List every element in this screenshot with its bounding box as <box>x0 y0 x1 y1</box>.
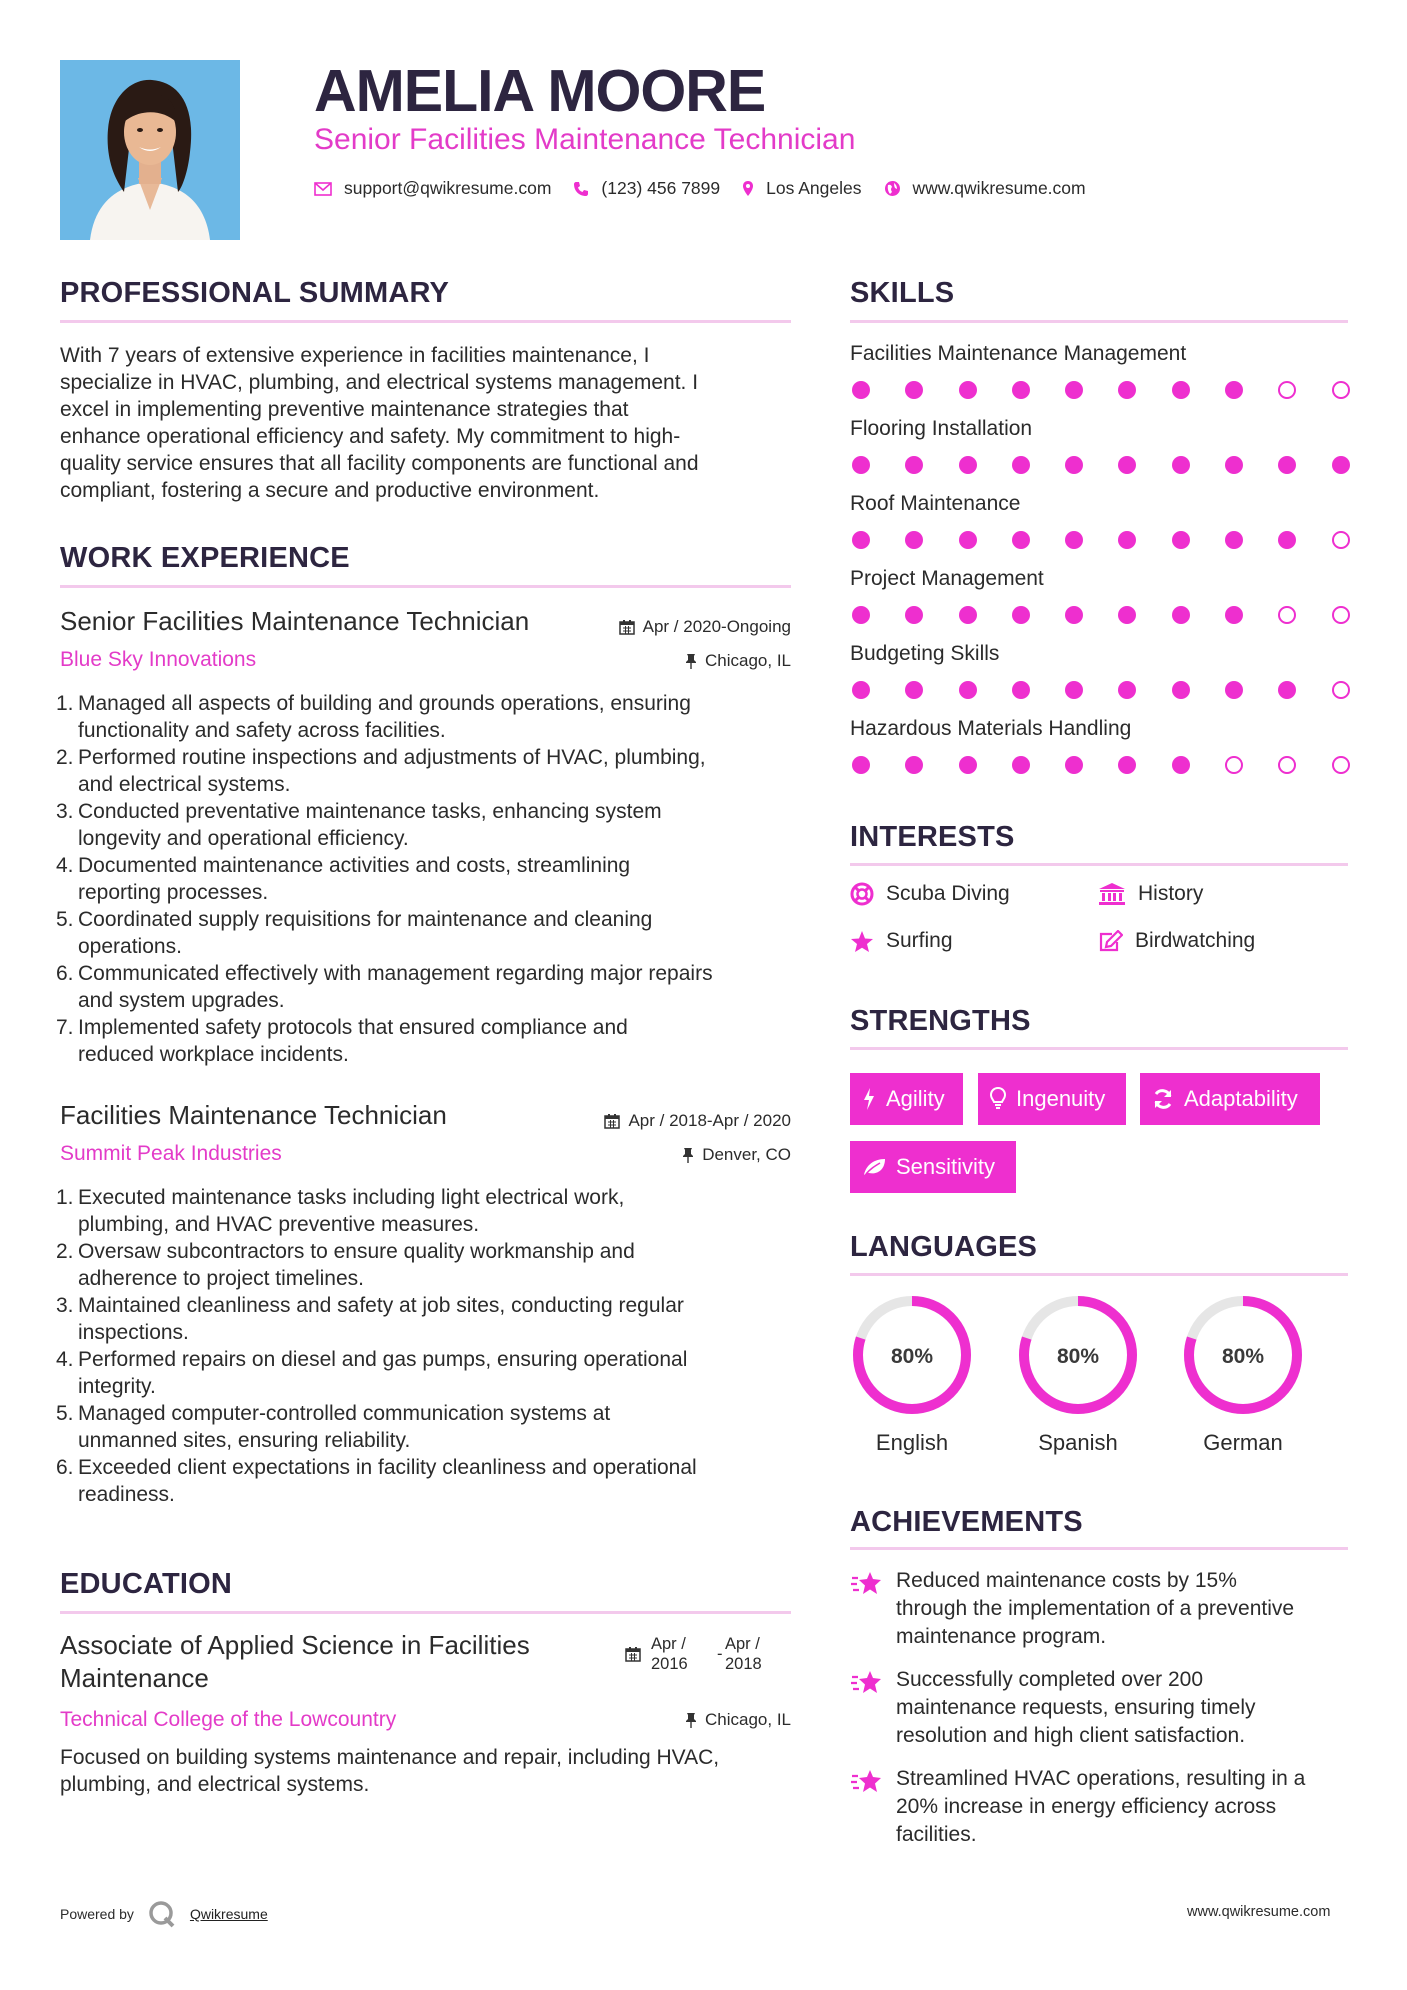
summary-line: With 7 years of extensive experience in facilities maintenance, I <box>60 344 650 367</box>
rating-dot-filled <box>1012 381 1030 399</box>
rating-dot-filled <box>852 456 870 474</box>
footer-url[interactable]: www.qwikresume.com <box>1187 1904 1331 1920</box>
strength-badge <box>850 1141 1016 1193</box>
rating-dot-filled <box>1225 381 1243 399</box>
rating-dot-empty <box>1225 756 1243 774</box>
strength-badge <box>1140 1073 1320 1125</box>
rating-dot-filled <box>852 756 870 774</box>
profile-photo <box>60 60 240 240</box>
rating-dot-filled <box>905 381 923 399</box>
list-item: 1. Executed maintenance tasks including light electrical work, plumbing, and HVAC preventive measures. <box>60 1184 800 1238</box>
rating-dot-empty <box>1332 606 1350 624</box>
language-percent: 80% <box>1056 1345 1100 1368</box>
skill-name: Roof Maintenance <box>850 492 1021 515</box>
company-name: Blue Sky Innovations <box>60 648 257 671</box>
rating-dot-filled <box>1225 456 1243 474</box>
skill-name: Facilities Maintenance Management <box>850 342 1187 365</box>
brand-link[interactable]: Qwikresume <box>189 1906 268 1922</box>
skills-heading: SKILLS <box>850 277 955 309</box>
job-dates-text: Apr / 2018-Apr / 2020 <box>628 1111 791 1130</box>
date-line: 2018 <box>725 1655 762 1673</box>
star-icon <box>850 930 874 953</box>
rating-dot-filled <box>905 606 923 624</box>
list-line: Coordinated supply requisitions for maintenance and cleaning <box>78 908 653 931</box>
achievement-item <box>850 1567 1356 1651</box>
rating-dot-empty <box>1278 381 1296 399</box>
list-line: unmanned sites, ensuring reliability. <box>78 1429 411 1452</box>
rating-dot-filled <box>1278 456 1296 474</box>
rating-dot-filled <box>905 531 923 549</box>
achievement-line: Successfully completed over 200 <box>896 1668 1203 1691</box>
duty-list <box>56 1184 800 1508</box>
summary-line: specialize in HVAC, plumbing, and electrical systems management. I <box>60 371 699 394</box>
bank-icon <box>1098 882 1126 906</box>
rating-dot-filled <box>959 681 977 699</box>
rating-dot-filled <box>1118 606 1136 624</box>
list-line: functionality and safety across facilities. <box>78 719 446 742</box>
contact-location <box>742 178 861 199</box>
job-dates <box>604 1111 791 1131</box>
section-divider <box>60 1611 791 1614</box>
rating-dot-filled <box>1012 606 1030 624</box>
rating-dot-empty <box>1332 681 1350 699</box>
contact-bar <box>314 178 1108 199</box>
skill-rating <box>852 756 1385 774</box>
skill-rating <box>852 681 1385 699</box>
email-text: support@qwikresume.com <box>344 178 552 198</box>
list-line: adherence to project timelines. <box>78 1267 364 1290</box>
achievement-item <box>850 1666 1356 1750</box>
skill-rating <box>852 531 1385 549</box>
interest-label: Scuba Diving <box>886 882 1010 905</box>
skill-rating <box>852 606 1385 624</box>
list-item: 6. Exceeded client expectations in facility cleanliness and operational readiness. <box>60 1454 800 1508</box>
duty-list <box>56 690 800 1068</box>
school-location <box>685 1710 791 1730</box>
edit-icon <box>1098 930 1123 953</box>
contact-email[interactable] <box>314 178 551 199</box>
language-ring <box>1181 1293 1305 1417</box>
rating-dot-filled <box>1118 381 1136 399</box>
rating-dot-filled <box>1012 681 1030 699</box>
job-location <box>682 1145 791 1165</box>
rating-dot-filled <box>1225 531 1243 549</box>
experience-heading: WORK EXPERIENCE <box>60 542 350 574</box>
summary-line: excel in implementing preventive maintenance strategies that <box>60 398 629 421</box>
summary-line: quality service ensures that all facility components are functional and <box>60 452 699 475</box>
list-line: and electrical systems. <box>78 773 291 796</box>
calendar-icon <box>625 1646 641 1662</box>
achievement-text <box>896 1567 1356 1651</box>
language-ring <box>850 1293 974 1417</box>
skill-rating <box>852 456 1385 474</box>
achievement-line: 20% increase in energy efficiency across <box>896 1795 1277 1818</box>
envelope-icon <box>314 182 332 196</box>
languages-heading: LANGUAGES <box>850 1231 1038 1263</box>
star-burst-icon <box>850 1767 884 1797</box>
strength-label: Adaptability <box>1184 1086 1298 1111</box>
rating-dot-filled <box>1225 606 1243 624</box>
rating-dot-filled <box>959 456 977 474</box>
phone-text: (123) 456 7899 <box>601 178 721 198</box>
list-line: Managed computer-controlled communication systems at <box>78 1402 611 1425</box>
list-line: Documented maintenance activities and costs, streamlining <box>78 854 631 877</box>
calendar-icon <box>604 1113 620 1129</box>
list-line: Managed all aspects of building and grounds operations, ensuring <box>78 692 691 715</box>
rating-dot-filled <box>1065 531 1083 549</box>
skill-name: Flooring Installation <box>850 417 1033 440</box>
achievement-line: maintenance program. <box>896 1625 1107 1648</box>
life-ring-icon <box>850 882 874 906</box>
strength-badge <box>978 1073 1126 1125</box>
language-name: German <box>1203 1430 1283 1455</box>
list-line: and system upgrades. <box>78 989 285 1012</box>
rating-dot-filled <box>852 681 870 699</box>
list-line: reduced workplace incidents. <box>78 1043 349 1066</box>
interest-label: Surfing <box>886 929 953 952</box>
list-item: 3. Maintained cleanliness and safety at job sites, conducting regular inspections. <box>60 1292 800 1346</box>
rating-dot-filled <box>959 756 977 774</box>
rating-dot-filled <box>1172 681 1190 699</box>
rating-dot-empty <box>1332 756 1350 774</box>
rating-dot-filled <box>1172 756 1190 774</box>
list-item: 2. Oversaw subcontractors to ensure quality workmanship and adherence to project timelines. <box>60 1238 800 1292</box>
rating-dot-filled <box>852 531 870 549</box>
strengths-heading: STRENGTHS <box>850 1005 1031 1037</box>
list-line: Implemented safety protocols that ensured compliance and <box>78 1016 628 1039</box>
company-name: Summit Peak Industries <box>60 1142 282 1165</box>
section-divider <box>850 1047 1348 1050</box>
rating-dot-filled <box>1065 381 1083 399</box>
interest-item <box>850 882 1010 906</box>
pushpin-icon <box>685 653 697 669</box>
section-divider <box>60 320 791 323</box>
rating-dot-filled <box>1118 756 1136 774</box>
list-line: Conducted preventative maintenance tasks, enhancing system <box>78 800 662 823</box>
candidate-title: Senior Facilities Maintenance Technician <box>314 123 856 156</box>
bolt-icon <box>862 1087 876 1111</box>
globe-icon <box>884 180 901 197</box>
refresh-icon <box>1152 1088 1174 1110</box>
rating-dot-filled <box>1012 756 1030 774</box>
rating-dot-filled <box>1118 456 1136 474</box>
powered-by-text: Powered by <box>60 1906 134 1922</box>
rating-dot-empty <box>1278 756 1296 774</box>
achievement-text <box>896 1666 1356 1750</box>
interest-item <box>1098 882 1203 906</box>
job-location <box>685 651 791 671</box>
rating-dot-filled <box>1118 531 1136 549</box>
rating-dot-filled <box>959 531 977 549</box>
rating-dot-filled <box>852 606 870 624</box>
list-line: Exceeded client expectations in facility cleanliness and operational <box>78 1456 697 1479</box>
achievement-line: Reduced maintenance costs by 15% <box>896 1569 1237 1592</box>
list-line: longevity and operational efficiency. <box>78 827 409 850</box>
job-dates-text: Apr / 2020-Ongoing <box>642 617 791 636</box>
website-text: www.qwikresume.com <box>912 178 1086 198</box>
skill-name: Budgeting Skills <box>850 642 1000 665</box>
section-divider <box>60 585 791 588</box>
job-location-text: Chicago, IL <box>705 651 791 670</box>
section-divider <box>850 320 1348 323</box>
summary-line: enhance operational efficiency and safety. My commitment to high- <box>60 425 681 448</box>
rating-dot-empty <box>1332 531 1350 549</box>
list-item: 2. Performed routine inspections and adjustments of HVAC, plumbing, and electrical systems. <box>60 744 800 798</box>
phone-icon <box>573 181 589 197</box>
list-line: readiness. <box>78 1483 175 1506</box>
interests-heading: INTERESTS <box>850 821 1015 853</box>
skill-name: Hazardous Materials Handling <box>850 717 1132 740</box>
language-name: English <box>875 1430 949 1455</box>
interest-item <box>850 929 953 953</box>
list-line: Performed routine inspections and adjustments of HVAC, plumbing, <box>78 746 706 769</box>
rating-dot-filled <box>1012 531 1030 549</box>
calendar-icon <box>619 619 635 635</box>
interest-label: History <box>1138 882 1204 905</box>
location-text: Los Angeles <box>766 178 862 198</box>
rating-dot-filled <box>1065 756 1083 774</box>
degree-line: Associate of Applied Science in Facilities <box>60 1630 530 1660</box>
achievement-text <box>896 1765 1356 1849</box>
pushpin-icon <box>685 1712 697 1728</box>
rating-dot-filled <box>1172 531 1190 549</box>
list-line: Communicated effectively with management regarding major repairs <box>78 962 713 985</box>
job-title: Senior Facilities Maintenance Technician <box>60 606 530 636</box>
star-burst-icon <box>850 1668 884 1698</box>
education-description <box>60 1744 800 1798</box>
list-item: 7. Implemented safety protocols that ensured compliance and reduced workplace incidents. <box>60 1014 800 1068</box>
desc-line: plumbing, and electrical systems. <box>60 1773 370 1796</box>
strength-label: Agility <box>886 1086 945 1111</box>
edu-date-dash: - <box>717 1645 723 1663</box>
achievement-line: through the implementation of a preventive <box>896 1597 1295 1620</box>
list-line: Oversaw subcontractors to ensure quality workmanship and <box>78 1240 635 1263</box>
interest-item <box>1098 929 1255 953</box>
rating-dot-filled <box>959 381 977 399</box>
list-line: plumbing, and HVAC preventive measures. <box>78 1213 480 1236</box>
section-divider <box>850 1273 1348 1276</box>
rating-dot-filled <box>1065 681 1083 699</box>
rating-dot-filled <box>1225 681 1243 699</box>
degree-line: Maintenance <box>60 1663 209 1693</box>
date-line: Apr / <box>725 1635 760 1653</box>
rating-dot-filled <box>1065 456 1083 474</box>
skill-rating <box>852 381 1385 399</box>
summary-text <box>60 342 795 504</box>
job-dates <box>619 617 791 637</box>
list-item: 5. Coordinated supply requisitions for maintenance and cleaning operations. <box>60 906 800 960</box>
pushpin-icon <box>682 1147 694 1163</box>
list-item: 6. Communicated effectively with management regarding major repairs and system upgrades. <box>60 960 800 1014</box>
edu-end-date <box>725 1634 762 1674</box>
strength-label: Ingenuity <box>1016 1086 1106 1111</box>
language-percent: 80% <box>890 1345 934 1368</box>
language-percent: 80% <box>1221 1345 1265 1368</box>
achievements-heading: ACHIEVEMENTS <box>850 1506 1083 1538</box>
rating-dot-filled <box>905 456 923 474</box>
list-item: 3. Conducted preventative maintenance tasks, enhancing system longevity and operational efficiency. <box>60 798 800 852</box>
strength-badge <box>850 1073 963 1125</box>
star-burst-icon <box>850 1569 884 1599</box>
rating-dot-filled <box>852 381 870 399</box>
leaf-icon <box>862 1157 886 1177</box>
contact-website[interactable] <box>884 178 1086 199</box>
rating-dot-empty <box>1278 606 1296 624</box>
skill-name: Project Management <box>850 567 1044 590</box>
rating-dot-filled <box>1278 531 1296 549</box>
language-name: Spanish <box>1038 1430 1118 1455</box>
interest-label: Birdwatching <box>1135 929 1256 952</box>
summary-heading: PROFESSIONAL SUMMARY <box>60 277 450 309</box>
rating-dot-filled <box>1118 681 1136 699</box>
summary-line: compliant, fostering a secure and productive environment. <box>60 479 600 502</box>
rating-dot-filled <box>1332 456 1350 474</box>
section-divider <box>850 1547 1348 1550</box>
edu-start-date <box>651 1634 688 1674</box>
qwikresume-logo-icon <box>148 1900 176 1928</box>
achievement-line: maintenance requests, ensuring timely <box>896 1696 1256 1719</box>
rating-dot-filled <box>905 681 923 699</box>
list-line: Executed maintenance tasks including light electrical work, <box>78 1186 625 1209</box>
section-divider <box>850 863 1348 866</box>
education-heading: EDUCATION <box>60 1568 233 1600</box>
rating-dot-filled <box>959 606 977 624</box>
list-item: 4. Performed repairs on diesel and gas pumps, ensuring operational integrity. <box>60 1346 800 1400</box>
list-item: 5. Managed computer-controlled communication systems at unmanned sites, ensuring reliability. <box>60 1400 800 1454</box>
list-line: inspections. <box>78 1321 189 1344</box>
achievement-item <box>850 1765 1356 1849</box>
strength-label: Sensitivity <box>896 1154 996 1179</box>
language-ring <box>1016 1293 1140 1417</box>
rating-dot-filled <box>1012 456 1030 474</box>
school-name: Technical College of the Lowcountry <box>60 1708 397 1731</box>
rating-dot-empty <box>1332 381 1350 399</box>
degree-title <box>60 1629 600 1695</box>
job-title: Facilities Maintenance Technician <box>60 1100 447 1130</box>
list-line: Performed repairs on diesel and gas pumps, ensuring operational <box>78 1348 688 1371</box>
achievement-line: Streamlined HVAC operations, resulting in a <box>896 1767 1306 1790</box>
rating-dot-filled <box>1172 456 1190 474</box>
school-location-text: Chicago, IL <box>705 1710 791 1729</box>
rating-dot-filled <box>1278 681 1296 699</box>
candidate-name: AMELIA MOORE <box>314 58 766 124</box>
date-line: 2016 <box>651 1655 688 1673</box>
lightbulb-icon <box>990 1087 1006 1111</box>
footer-branding <box>60 1900 268 1928</box>
map-marker-icon <box>742 180 754 197</box>
list-line: reporting processes. <box>78 881 269 904</box>
desc-line: Focused on building systems maintenance and repair, including HVAC, <box>60 1746 720 1769</box>
rating-dot-filled <box>905 756 923 774</box>
list-item: 4. Documented maintenance activities and costs, streamlining reporting processes. <box>60 852 800 906</box>
list-line: integrity. <box>78 1375 156 1398</box>
achievement-line: resolution and high client satisfaction. <box>896 1724 1246 1747</box>
date-line: Apr / <box>651 1635 686 1653</box>
rating-dot-filled <box>1065 606 1083 624</box>
rating-dot-filled <box>1172 381 1190 399</box>
contact-phone[interactable] <box>573 178 720 199</box>
list-item: 1. Managed all aspects of building and grounds operations, ensuring functionality and safety across facilities. <box>60 690 800 744</box>
list-line: operations. <box>78 935 182 958</box>
rating-dot-filled <box>1172 606 1190 624</box>
job-location-text: Denver, CO <box>702 1145 791 1164</box>
achievement-line: facilities. <box>896 1823 977 1846</box>
list-line: Maintained cleanliness and safety at job sites, conducting regular <box>78 1294 684 1317</box>
